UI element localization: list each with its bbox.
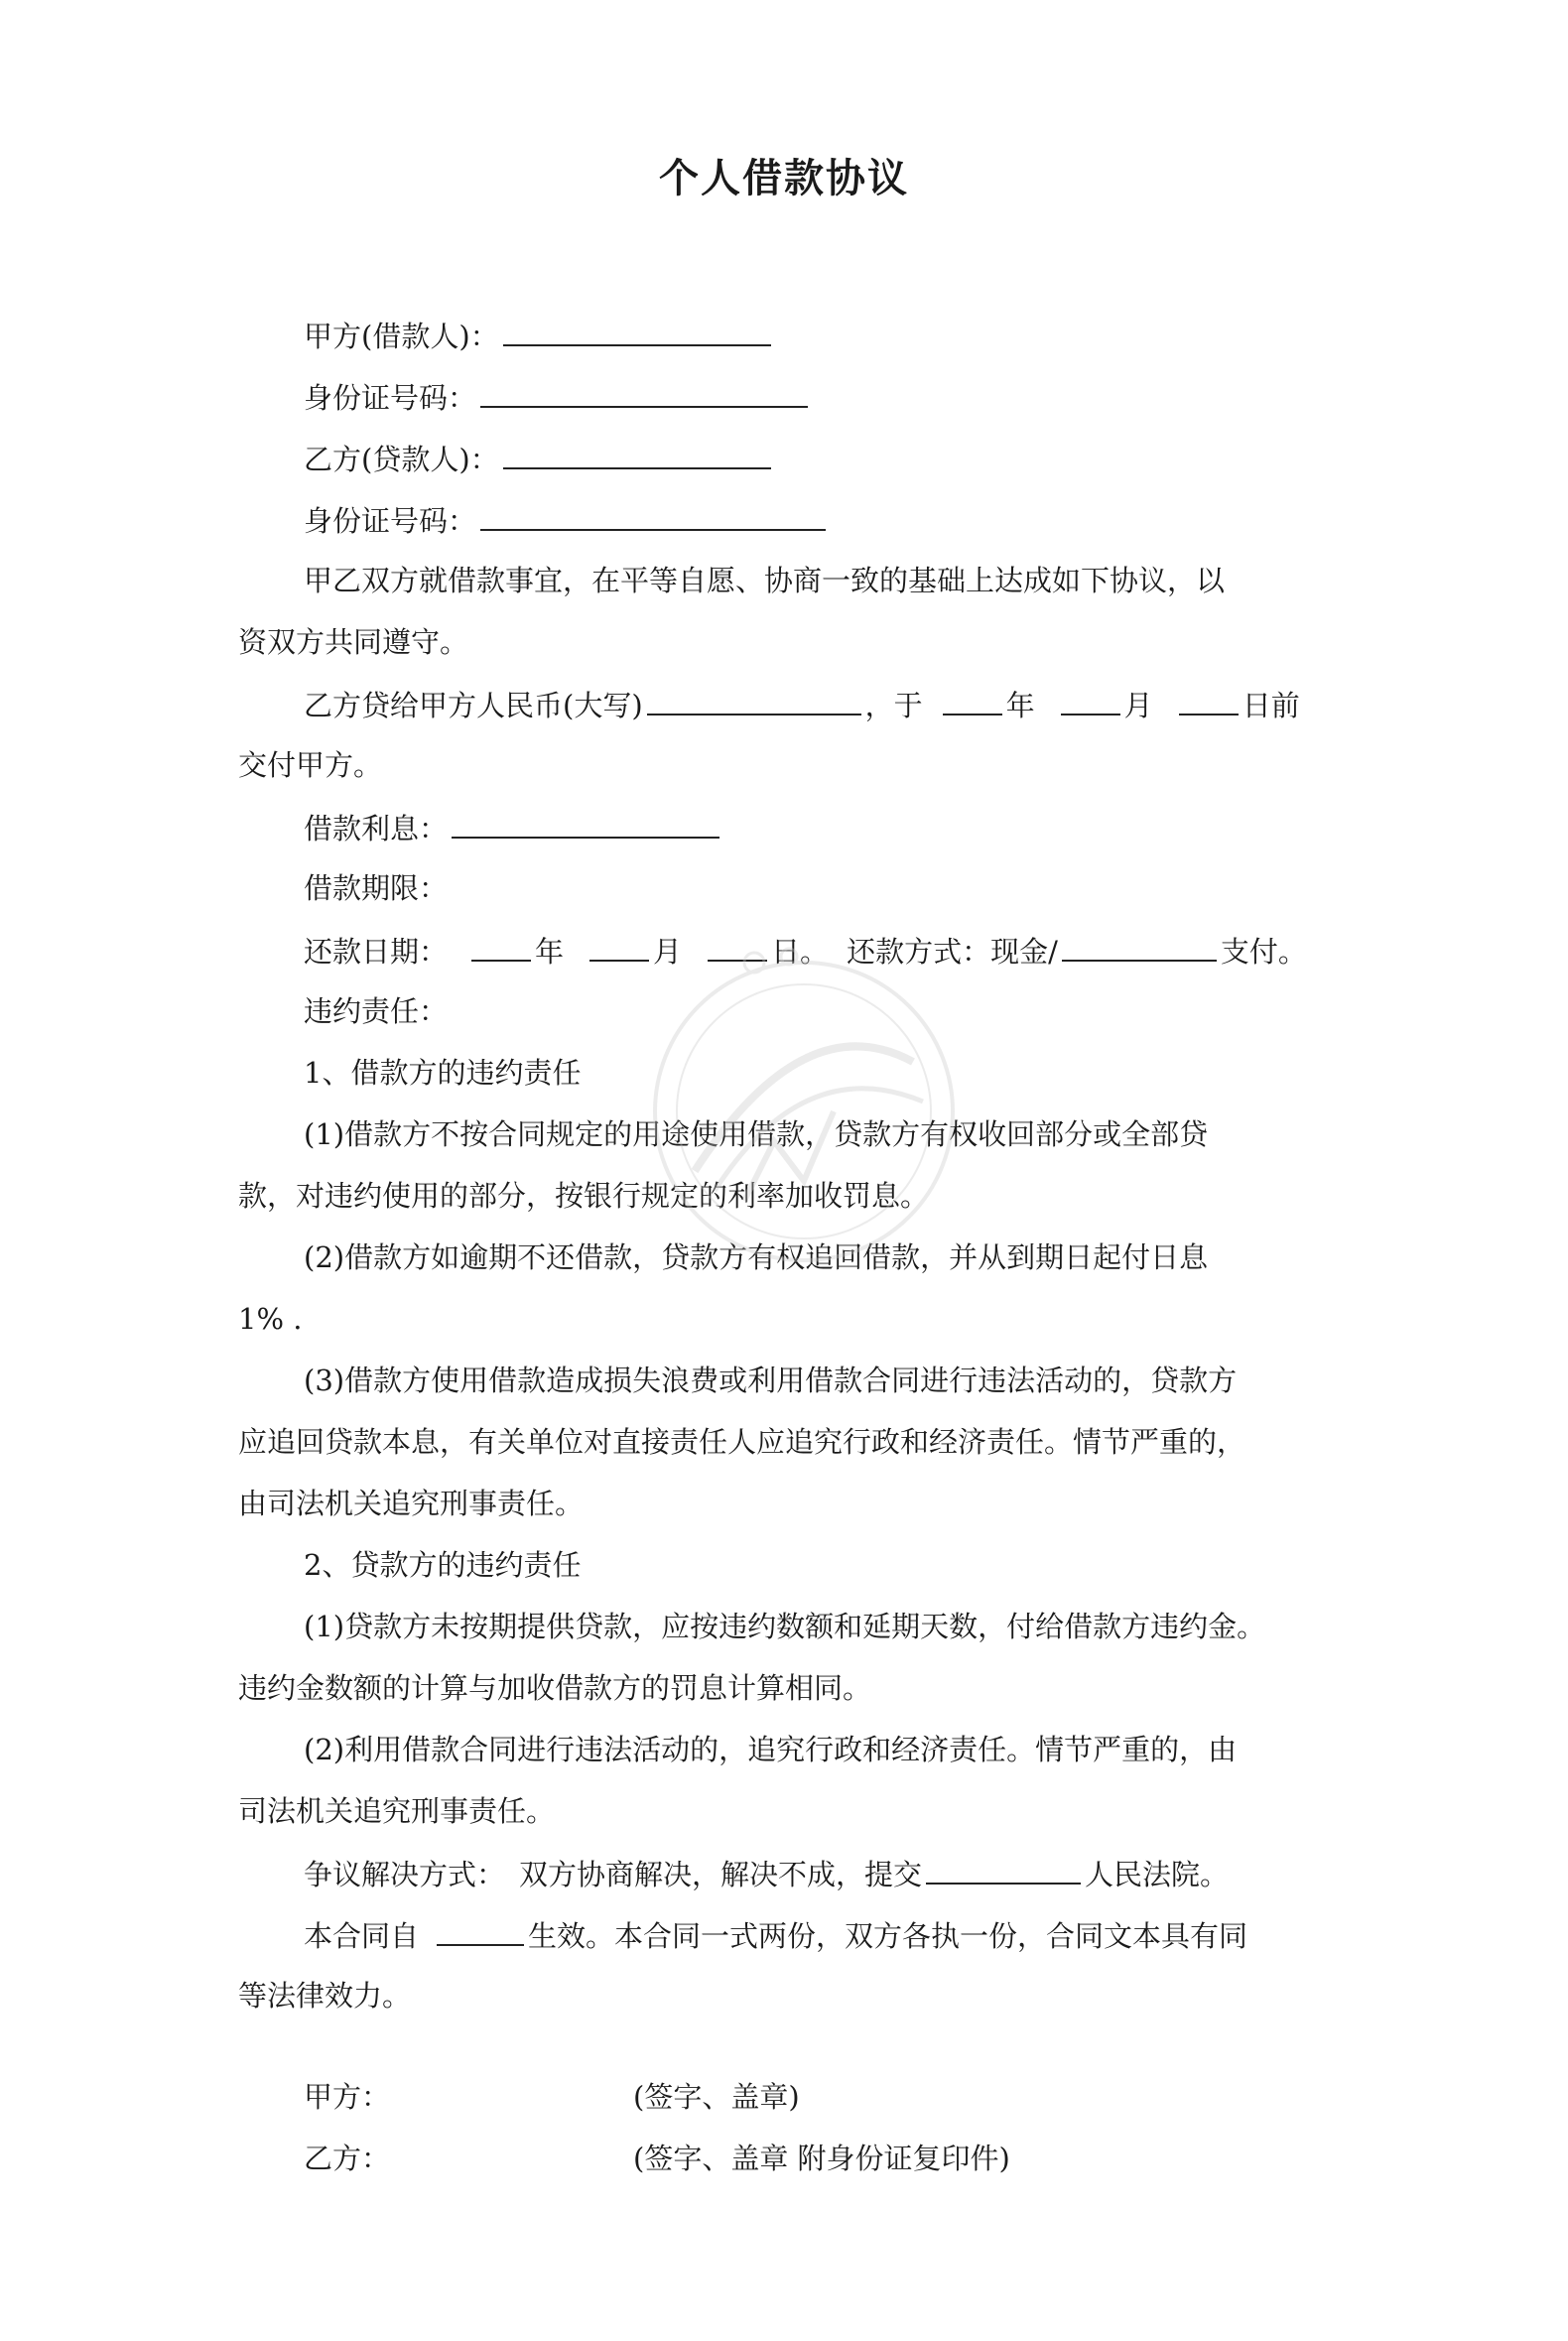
repay-label: 还款日期： bbox=[304, 935, 449, 969]
borrower-clause-1-line-1: (1)借款方不按合同规定的用途使用借款，贷款方有权收回部分或全部贷 bbox=[304, 1117, 1209, 1151]
seal-watermark-icon bbox=[635, 943, 973, 1280]
borrower-clause-3-line-1: (3)借款方使用借款造成损失浪费或利用借款合同进行违法活动的，贷款方 bbox=[304, 1364, 1238, 1397]
party-a-blank bbox=[503, 315, 771, 346]
dispute-court-blank bbox=[926, 1853, 1081, 1885]
borrower-clause-2-line-1: (2)借款方如逾期不还借款，贷款方有权追回借款，并从到期日起付日息 bbox=[304, 1240, 1209, 1274]
document-title: 个人借款协议 bbox=[659, 155, 909, 201]
repay-year: 年 bbox=[535, 935, 565, 969]
effect-row bbox=[304, 1914, 1247, 1956]
dispute-row bbox=[304, 1853, 1229, 1894]
amount-blank bbox=[647, 684, 861, 715]
party-a-label: 甲方(借款人)： bbox=[304, 320, 499, 353]
interest-blank bbox=[452, 807, 719, 839]
borrower-clause-2-line-2: 1% . bbox=[238, 1302, 303, 1336]
dispute-text: 双方协商解决，解决不成，提交 bbox=[519, 1858, 923, 1891]
lender-clause-2-line-2: 司法机关追究刑事责任。 bbox=[238, 1794, 556, 1828]
party-b-label: 乙方(贷款人)： bbox=[304, 443, 499, 476]
dispute-label: 争议解决方式： bbox=[304, 1858, 506, 1891]
repay-year-blank bbox=[471, 930, 531, 962]
id-a-row bbox=[304, 376, 812, 418]
intro-line-1: 甲乙双方就借款事宜，在平等自愿、协商一致的基础上达成如下协议，以 bbox=[304, 564, 1226, 597]
id-b-blank bbox=[480, 499, 826, 531]
amount-day: 日前 bbox=[1241, 689, 1300, 722]
lender-clause-1-line-2: 违约金数额的计算与加收借款方的罚息计算相同。 bbox=[238, 1671, 872, 1705]
borrower-clause-3-line-2: 应追回贷款本息，有关单位对直接责任人应追究行政和经济责任。情节严重的， bbox=[238, 1425, 1246, 1459]
amount-month: 月 bbox=[1123, 689, 1153, 722]
amount-year: 年 bbox=[1005, 689, 1035, 722]
amount-line-2: 交付甲方。 bbox=[238, 748, 383, 782]
id-b-row bbox=[304, 499, 830, 541]
amount-prefix: 乙方贷给甲方人民币(大写) bbox=[304, 689, 643, 722]
borrower-clause-1-line-2: 款，对违约使用的部分，按银行规定的利率加收罚息。 bbox=[238, 1179, 930, 1213]
amount-row bbox=[304, 684, 1300, 725]
party-a-row bbox=[304, 315, 775, 356]
repay-method-blank bbox=[1062, 930, 1217, 962]
effect-suffix: 生效。本合同一式两份，双方各执一份，合同文本具有同 bbox=[528, 1919, 1248, 1953]
party-b-row bbox=[304, 438, 775, 479]
amount-day-blank bbox=[1179, 684, 1239, 715]
breach-heading: 违约责任： bbox=[304, 994, 449, 1028]
lender-clause-2-line-1: (2)利用借款合同进行违法活动的，追究行政和经济责任。情节严重的，由 bbox=[304, 1733, 1238, 1766]
sign-a-note: (签字、盖章) bbox=[633, 2080, 800, 2114]
sign-b-label: 乙方： bbox=[304, 2142, 391, 2175]
interest-label: 借款利息： bbox=[304, 812, 449, 845]
interest-row bbox=[304, 807, 723, 848]
amount-mid: ，于 bbox=[864, 689, 923, 722]
id-a-blank bbox=[480, 376, 808, 408]
repay-method: 还款方式：现金/ bbox=[847, 935, 1058, 969]
effect-line-2: 等法律效力。 bbox=[238, 1979, 412, 2013]
effect-prefix: 本合同自 bbox=[304, 1919, 420, 1953]
amount-year-blank bbox=[943, 684, 1002, 715]
term-label: 借款期限： bbox=[304, 871, 449, 905]
borrower-clause-3-line-3: 由司法机关追究刑事责任。 bbox=[238, 1487, 585, 1520]
intro-line-2: 资双方共同遵守。 bbox=[238, 625, 469, 659]
lender-heading: 2、贷款方的违约责任 bbox=[304, 1548, 582, 1582]
id-a-label: 身份证号码： bbox=[304, 381, 477, 415]
dispute-suffix: 人民法院。 bbox=[1085, 1858, 1230, 1891]
sign-b-note: (签字、盖章 附身份证复印件) bbox=[633, 2142, 1010, 2175]
amount-month-blank bbox=[1061, 684, 1120, 715]
lender-clause-1-line-1: (1)贷款方未按期提供贷款，应按违约数额和延期天数，付给借款方违约金。 bbox=[304, 1610, 1266, 1643]
sign-a-label: 甲方： bbox=[304, 2080, 391, 2114]
repay-suffix: 支付。 bbox=[1220, 935, 1307, 969]
party-b-blank bbox=[503, 438, 771, 469]
effect-date-blank bbox=[437, 1914, 524, 1946]
repay-day: 日。 bbox=[771, 935, 830, 969]
id-b-label: 身份证号码： bbox=[304, 504, 477, 538]
repay-month: 月 bbox=[653, 935, 683, 969]
borrower-heading: 1、借款方的违约责任 bbox=[304, 1056, 582, 1090]
